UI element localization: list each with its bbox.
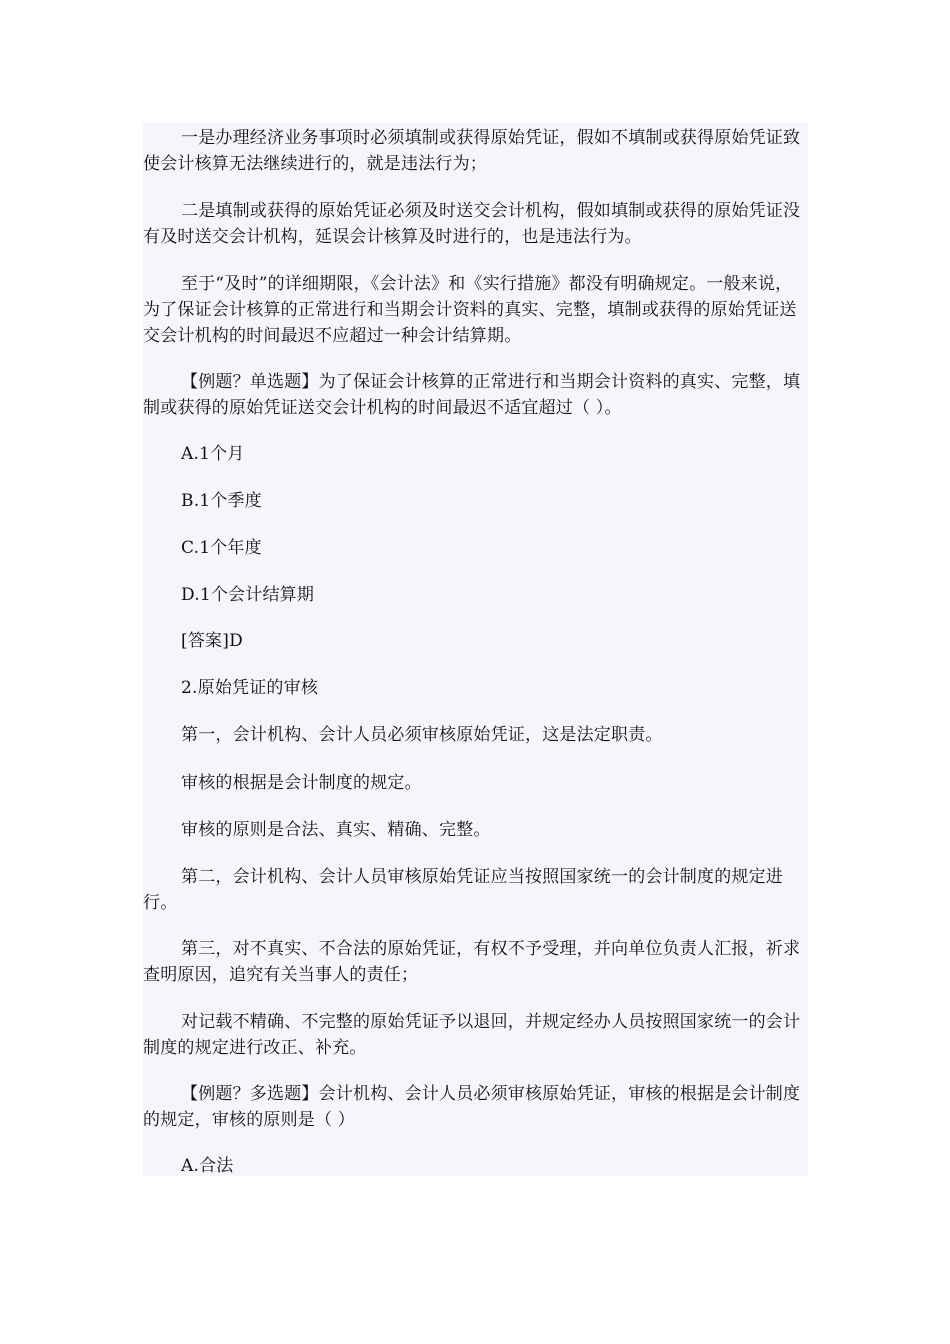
paragraph-return-incomplete: 对记载不精确、不完整的原始凭证予以退回，并规定经办人员按照国家统一的会计制度的规定进行改正、补充。: [143, 1012, 801, 1058]
option-d: D.1个会计结算期: [181, 585, 315, 605]
option-a-multiple: A.合法: [181, 1156, 234, 1176]
paragraph-review-principles: 审核的原则是合法、真实、精确、完整。: [181, 820, 491, 840]
paragraph-original-voucher-rule-1: 一是办理经济业务事项时必须填制或获得原始凭证，假如不填制或获得原始凭证致使会计核算无法继续进行的，就是违法行为；: [143, 128, 801, 174]
paragraph-review-duty: 第一，会计机构、会计人员必须审核原始凭证，这是法定职责。: [181, 725, 663, 745]
document-body: [143, 123, 808, 1176]
paragraph-example-single-choice: 【例题？单选题】为了保证会计核算的正常进行和当期会计资料的真实、完整，填制或获得的原始凭证送交会计机构的时间最迟不适宜超过（ ）。: [143, 372, 801, 418]
answer: [答案]D: [181, 631, 243, 651]
option-a: A.1个月: [181, 444, 245, 464]
paragraph-timely-definition: 至于“及时”的详细期限，《会计法》和《实行措施》都没有明确规定。一般来说，为了保证会计核算的正常进行和当期会计资料的真实、完整，填制或获得的原始凭证送交会计机构的时间最迟不应超过一种会计结算期。: [143, 274, 797, 346]
paragraph-reject-invalid: 第三，对不真实、不合法的原始凭证，有权不予受理，并向单位负责人汇报，祈求查明原因，追究有关当事人的责任；: [143, 939, 801, 985]
paragraph-original-voucher-rule-2: 二是填制或获得的原始凭证必须及时送交会计机构，假如填制或获得的原始凭证没有及时送交会计机构，延误会计核算及时进行的，也是违法行为。: [143, 201, 801, 247]
option-c: C.1个年度: [181, 538, 262, 558]
paragraph-review-basis: 审核的根据是会计制度的规定。: [181, 773, 422, 793]
paragraph-review-procedure: 第二，会计机构、会计人员审核原始凭证应当按照国家统一的会计制度的规定进行。: [143, 867, 783, 913]
paragraph-example-multiple-choice: 【例题？多选题】会计机构、会计人员必须审核原始凭证，审核的根据是会计制度的规定，审核的原则是（ ）: [143, 1084, 801, 1130]
option-b: B.1个季度: [181, 491, 262, 511]
section-heading-voucher-review: 2.原始凭证的审核: [181, 678, 319, 698]
